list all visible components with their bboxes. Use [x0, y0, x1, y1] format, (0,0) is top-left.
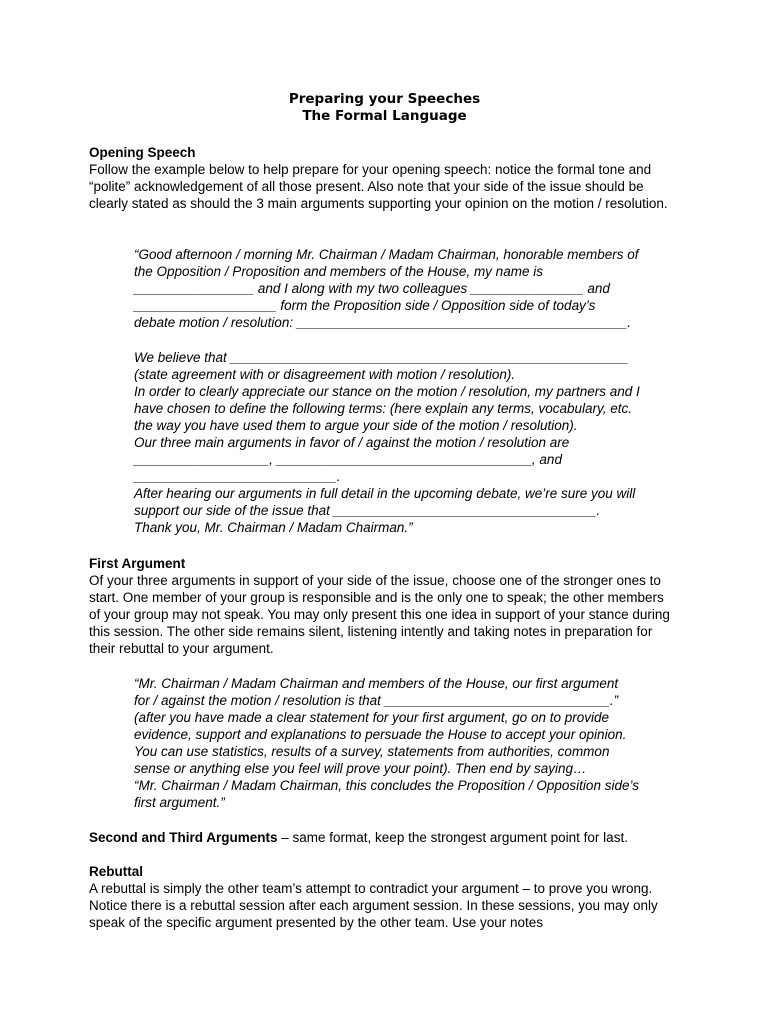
second-third-text: – same format, keep the strongest argument point for last.: [277, 830, 628, 845]
rebuttal-body: A rebuttal is simply the other team’s attempt to contradict your argument – to prove you wrong. Notice there is a rebuttal session after each argument session. In these sessions, you may only speak of the specific argument presented by the other team. Use your notes: [89, 881, 658, 930]
quote-line: for / against the motion / resolution is that ______________________________.”: [134, 693, 619, 708]
quote-line: We believe that _____________________________________________________: [134, 350, 629, 365]
first-argument-quote: [134, 675, 694, 811]
opening-speech-section: [89, 144, 689, 212]
second-third-heading: Second and Third Arguments: [89, 830, 278, 845]
rebuttal-section: [89, 863, 689, 931]
quote-line: “Mr. Chairman / Madam Chairman, this concludes the Proposition / Opposition side’s: [134, 778, 639, 793]
title-line-1: Preparing your Speeches: [288, 91, 481, 107]
rebuttal-heading: Rebuttal: [89, 864, 143, 879]
quote-line: support our side of the issue that ___________________________________.: [134, 503, 601, 518]
quote-line: You can use statistics, results of a survey, statements from authorities, common: [134, 744, 610, 759]
quote-line: Our three main arguments in favor of / against the motion / resolution are: [134, 435, 570, 450]
quote-line: In order to clearly appreciate our stance on the motion / resolution, my partners and I: [134, 384, 640, 399]
quote-line: sense or anything else you feel will prove your point). Then end by saying…: [134, 761, 587, 776]
quote-line: ________________ and I along with my two colleagues _______________ and: [134, 281, 610, 296]
quote-line: Thank you, Mr. Chairman / Madam Chairman.”: [134, 520, 413, 535]
quote-line: “Good afternoon / morning Mr. Chairman / Madam Chairman, honorable members of: [134, 247, 639, 262]
quote-line: first argument.”: [134, 795, 225, 810]
quote-line: the way you have used them to argue your side of the motion / resolution).: [134, 418, 578, 433]
quote-line: (state agreement with or disagreement with motion / resolution).: [134, 367, 516, 382]
quote-line: have chosen to define the following terms: (here explain any terms, vocabulary, etc.: [134, 401, 633, 416]
first-argument-body: Of your three arguments in support of your side of the issue, choose one of the stronger ones to start. One member of your group is responsible and is the only one to speak; the other members of your group may not speak. You may only present this one idea in support of your stance during this session. The other side remains silent, listening intently and taking notes in preparation for their rebuttal to your argument.: [89, 573, 670, 656]
quote-line: (after you have made a clear statement for your first argument, go on to provide: [134, 710, 609, 725]
quote-line: “Mr. Chairman / Madam Chairman and members of the House, our first argument: [134, 676, 619, 691]
quote-line: debate motion / resolution: ____________________________________________.: [134, 315, 631, 330]
opening-speech-quote-1: [134, 246, 694, 331]
quote-line: After hearing our arguments in full detail in the upcoming debate, we’re sure you will: [134, 486, 636, 501]
quote-line: evidence, support and explanations to persuade the House to accept your opinion.: [134, 727, 627, 742]
quote-line: __________________, __________________________________, and: [134, 452, 562, 467]
quote-line: ___________________ form the Proposition side / Opposition side of today’s: [134, 298, 596, 313]
quote-line: ___________________________.: [134, 469, 341, 484]
title-line-2: The Formal Language: [302, 108, 467, 124]
first-argument-section: [89, 555, 689, 657]
quote-line: the Opposition / Proposition and members of the House, my name is: [134, 264, 543, 279]
opening-speech-heading: Opening Speech: [89, 145, 196, 160]
first-argument-heading: First Argument: [89, 556, 186, 571]
opening-speech-body: Follow the example below to help prepare for your opening speech: notice the formal tone and “polite” acknowledgement of all those present. Also note that your side of the issue should be clearly stated as should the 3 main arguments supporting your opinion on the motion / resolution.: [89, 162, 668, 211]
second-third-section: [89, 829, 689, 846]
opening-speech-quote-2: [134, 349, 694, 536]
document-title: [89, 91, 680, 125]
second-third-line: [89, 829, 689, 846]
